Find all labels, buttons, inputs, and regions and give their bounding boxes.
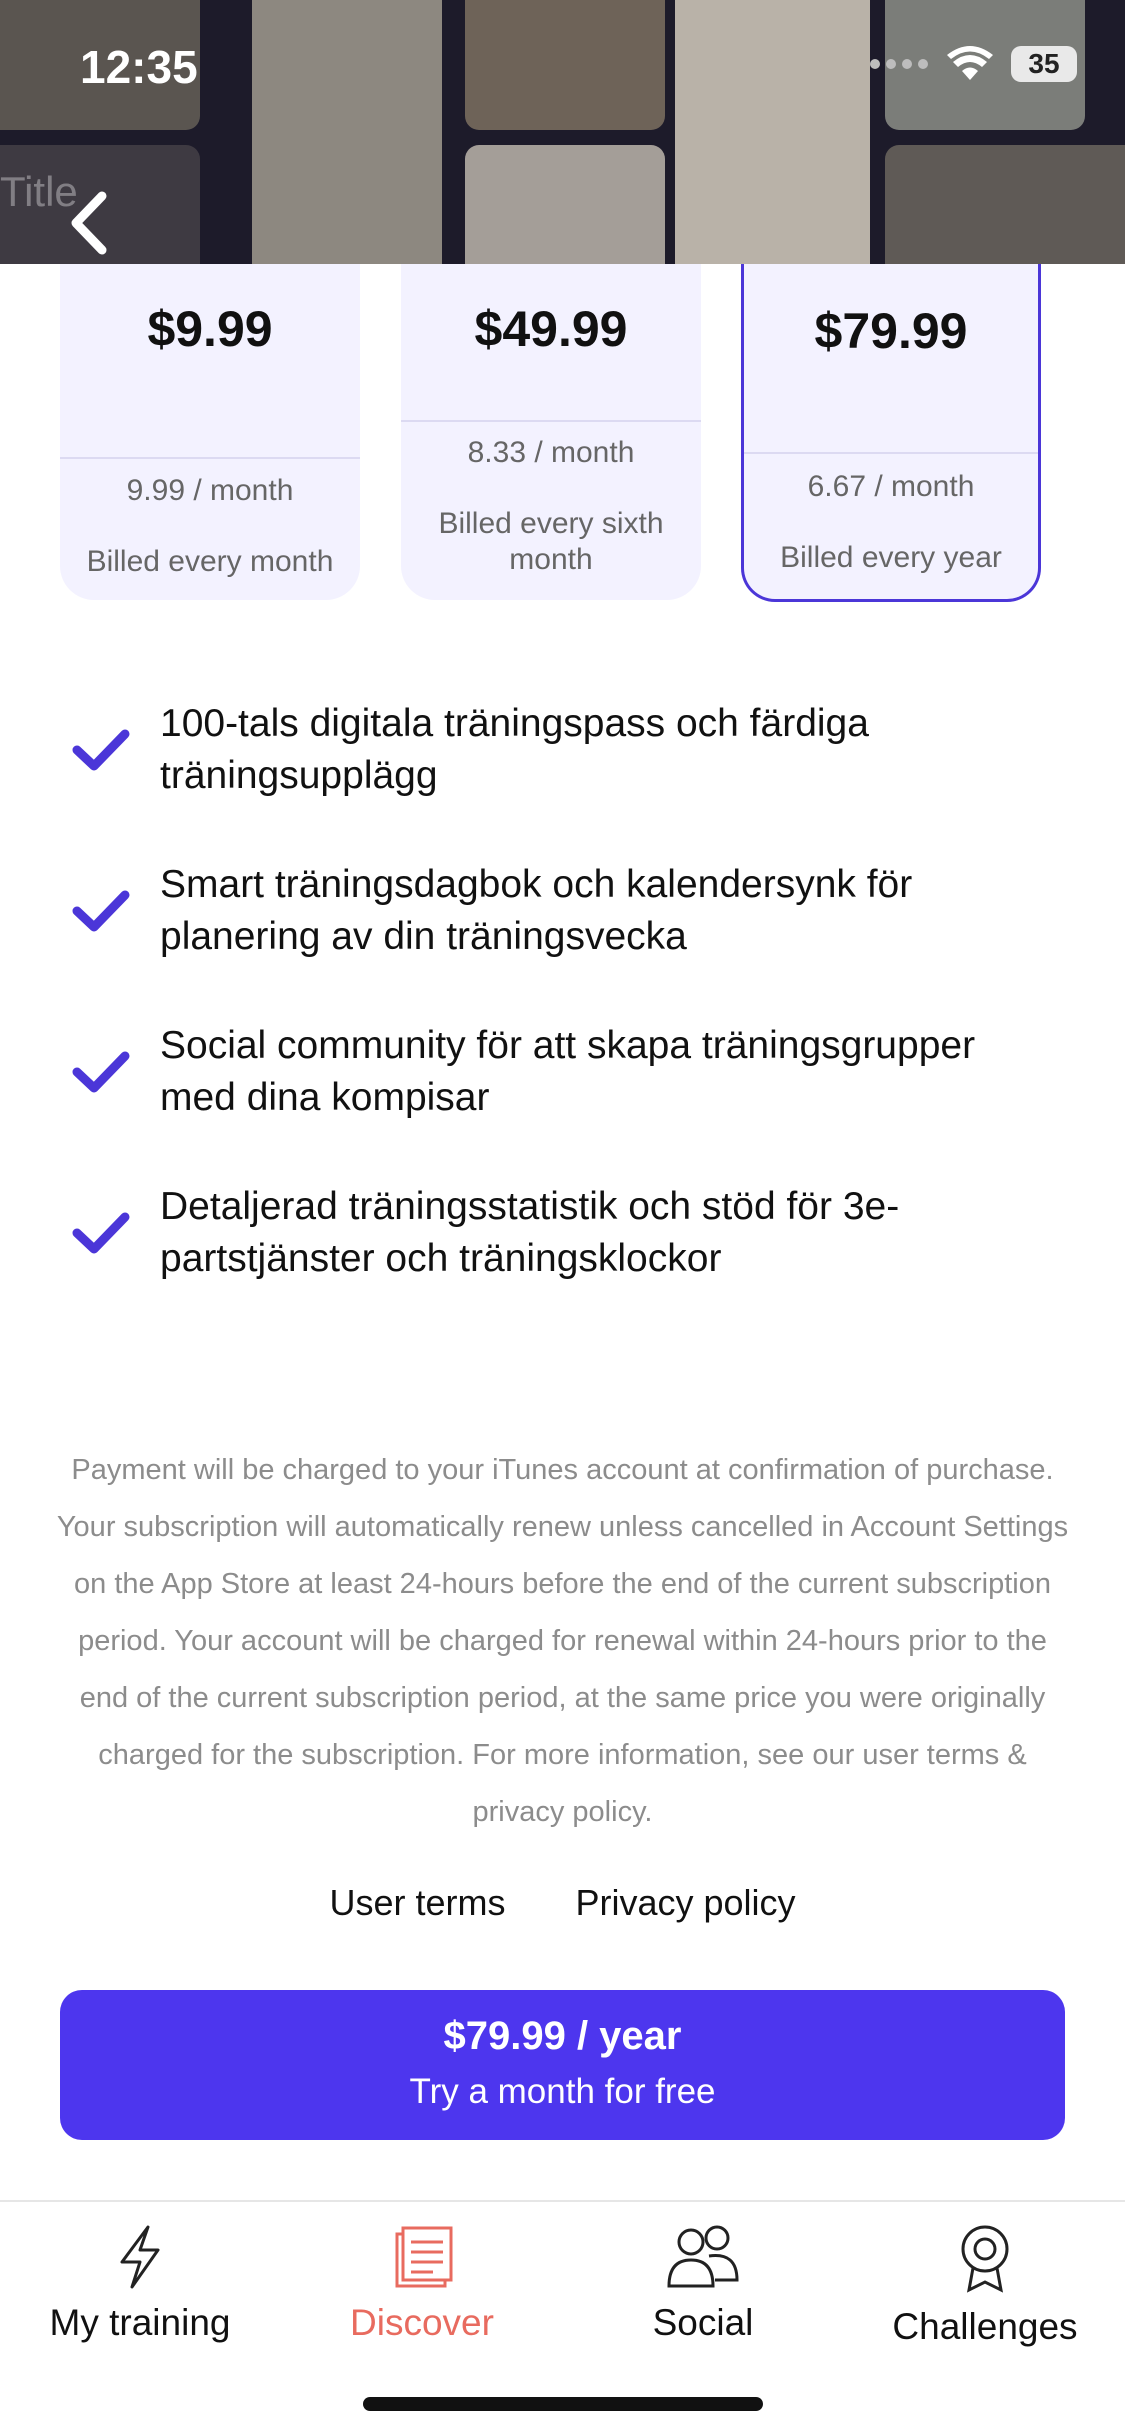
feature-item xyxy=(0,1181,1125,1291)
plan-per-month: 8.33 / month xyxy=(467,436,635,469)
people-icon xyxy=(665,2224,741,2290)
subscribe-button[interactable] xyxy=(60,1990,1065,2140)
header-photo-collage xyxy=(0,0,1125,264)
tab-label: Discover xyxy=(350,2302,494,2343)
plan-price: $49.99 xyxy=(474,301,628,357)
tab-challenges[interactable] xyxy=(845,2224,1125,2348)
user-terms-link[interactable]: User terms xyxy=(329,1882,506,1923)
tab-social[interactable] xyxy=(563,2224,843,2344)
photo-tile xyxy=(675,0,870,264)
plan-card-yearly[interactable] xyxy=(741,264,1041,602)
privacy-policy-link[interactable]: Privacy policy xyxy=(575,1882,796,1923)
divider xyxy=(401,420,701,422)
plan-price: $9.99 xyxy=(147,301,273,357)
tab-discover[interactable] xyxy=(282,2224,562,2344)
divider xyxy=(744,452,1038,454)
feature-item xyxy=(0,1020,1125,1130)
legal-disclaimer: Payment will be charged to your iTunes account at confirmation of purchase. Your subscription will automatically renew unless cancelled in Account Settings on the App Store at least 24-hours before the end of the current subscription period. Your account will be charged for renewal within 24-hours prior to the end of the current subscription period, at the same price you were originally charged for the subscription. For more information, see our user terms & privacy policy. xyxy=(56,1454,1069,1828)
signal-dots-icon xyxy=(869,58,929,70)
checkmark-icon xyxy=(72,889,130,933)
feature-text: Smart träningsdagbok och kalendersynk för planering av din träningsvecka xyxy=(160,863,913,958)
wifi-icon xyxy=(947,46,993,82)
page-title: Title xyxy=(0,168,78,215)
tab-label: Challenges xyxy=(892,2306,1078,2347)
feature-item xyxy=(0,698,1125,808)
feature-item xyxy=(0,859,1125,969)
tab-my-training[interactable] xyxy=(0,2224,280,2344)
plan-card-monthly[interactable] xyxy=(60,264,360,600)
feature-text: Social community för att skapa träningsgrupper med dina kompisar xyxy=(160,1024,976,1119)
medal-icon xyxy=(955,2224,1015,2294)
photo-tile xyxy=(465,145,665,264)
lightning-icon xyxy=(110,2224,170,2290)
legal-links xyxy=(0,1882,1125,1924)
plan-price: $79.99 xyxy=(814,303,968,359)
subscribe-price: $79.99 / year xyxy=(443,2014,682,2058)
checkmark-icon xyxy=(72,1050,130,1094)
feature-text: Detaljerad träningsstatistik och stöd för 3e-partstjänster och träningsklockor xyxy=(160,1185,900,1280)
subscribe-trial: Try a month for free xyxy=(409,2072,716,2111)
plan-billing: Billed every sixth month xyxy=(438,507,664,576)
tab-label: Social xyxy=(652,2302,754,2343)
photo-tile xyxy=(885,145,1125,264)
plan-billing: Billed every month xyxy=(86,545,334,578)
photo-tile xyxy=(465,0,665,130)
plan-card-six-month[interactable] xyxy=(401,264,701,600)
plan-per-month: 9.99 / month xyxy=(126,474,294,507)
tab-label: My training xyxy=(49,2302,231,2343)
status-icons xyxy=(869,46,1077,82)
checkmark-icon xyxy=(72,1211,130,1255)
checkmark-icon xyxy=(72,728,130,772)
plan-per-month: 6.67 / month xyxy=(807,470,975,503)
status-time: 12:35 xyxy=(80,41,198,93)
battery-indicator: 35 xyxy=(1011,46,1077,82)
feature-text: 100-tals digitala träningspass och färdiga träningsupplägg xyxy=(160,702,869,797)
photo-tile xyxy=(252,0,442,264)
back-chevron-icon[interactable] xyxy=(62,188,122,258)
plan-billing: Billed every year xyxy=(780,541,1002,574)
document-icon xyxy=(389,2224,455,2290)
divider xyxy=(60,457,360,459)
home-indicator[interactable] xyxy=(363,2397,763,2411)
